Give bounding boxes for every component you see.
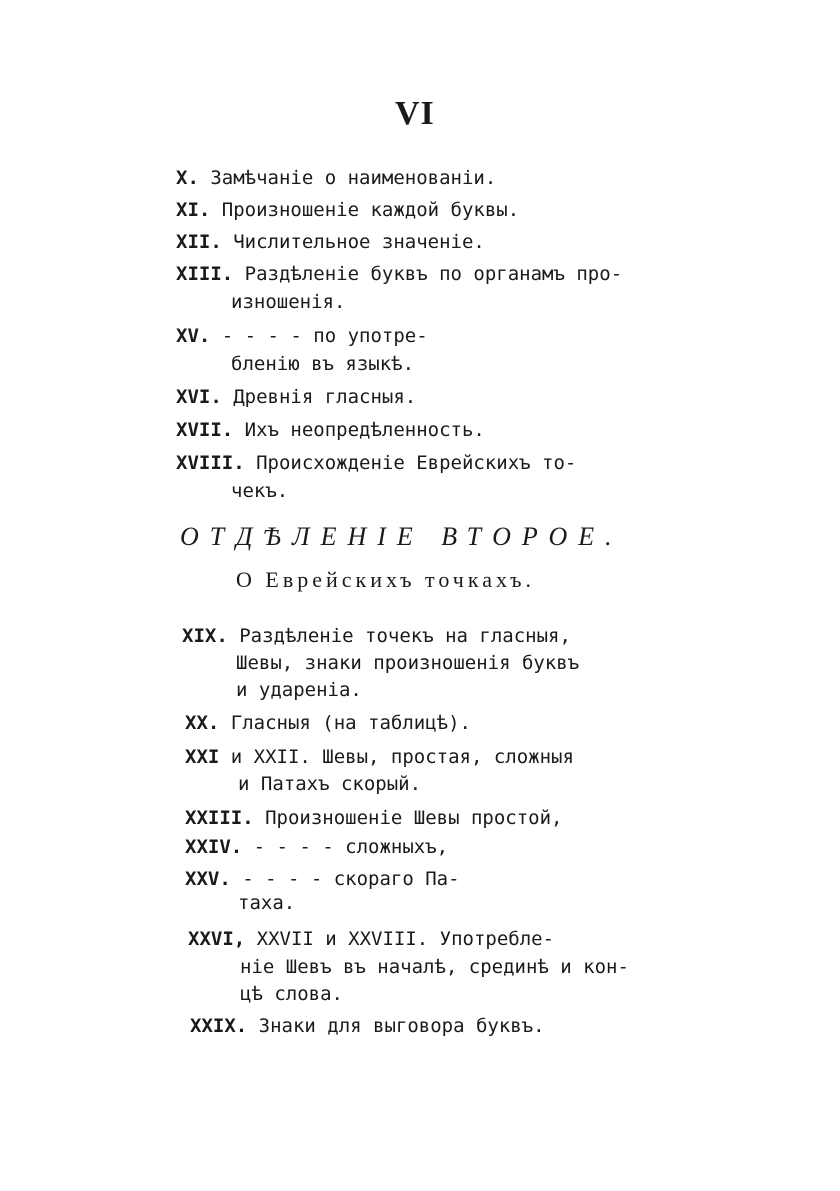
toc-entry-continuation: изношенія. [231, 291, 346, 313]
entry-text: Замѣчаніе о наименованіи. [198, 167, 497, 189]
entry-text: - - - - сложныхъ, [242, 836, 449, 858]
entry-number: XXIV. [185, 836, 243, 858]
entry-text: XXVII и XXVIII. Употребле- [245, 928, 555, 950]
entry-text: и XXII. Шевы, простая, сложныя [219, 746, 574, 768]
entry-number: XXIII. [185, 807, 254, 829]
toc-entry [176, 166, 496, 190]
entry-text: Произношеніе каждой буквы. [210, 199, 520, 221]
toc-entry [182, 624, 571, 648]
entry-number: XVIII. [176, 452, 245, 474]
toc-entry [190, 1014, 545, 1038]
toc-entry [185, 745, 574, 769]
entry-text: - - - - по употре- [210, 325, 428, 347]
toc-entry-continuation: бленію въ языкѣ. [231, 353, 415, 375]
toc-entry [176, 198, 519, 222]
toc-entry [188, 927, 554, 951]
toc-entry [185, 806, 563, 830]
toc-entry-continuation: и Патахъ скорый. [238, 773, 422, 795]
section-subheading: О Еврейскихъ точкахъ. [236, 567, 535, 592]
entry-text: Раздѣленіе точекъ на гласныя, [227, 625, 571, 647]
entry-text: Произношеніе Шевы простой, [253, 807, 563, 829]
toc-entry-continuation: ніе Шевъ въ началѣ, срединѣ и кон- [240, 956, 629, 978]
entry-number: XXIX. [190, 1015, 248, 1037]
page-number: VI [395, 95, 435, 132]
toc-entry [185, 867, 460, 891]
entry-text: Раздѣленіе буквъ по органамъ про- [233, 263, 623, 285]
entry-text: - - - - скораго Па- [230, 868, 460, 890]
entry-text: Ихъ неопредѣленность. [233, 419, 485, 441]
toc-entry-continuation: чекъ. [231, 480, 289, 502]
toc-entry-continuation: цѣ слова. [240, 983, 343, 1005]
entry-number: XV. [176, 325, 211, 347]
toc-entry-continuation: таха. [238, 892, 296, 914]
toc-entry [176, 418, 485, 442]
toc-entry-continuation: Шевы, знаки произношенія буквъ [236, 652, 580, 674]
entry-number: XI. [176, 199, 211, 221]
toc-entry [176, 262, 622, 286]
toc-entry-continuation: и удареніа. [236, 679, 362, 701]
entry-text: Древнія гласныя. [221, 386, 417, 408]
entry-number: XIX. [182, 625, 228, 647]
entry-text: Гласныя (на таблицѣ). [219, 712, 471, 734]
entry-number: XXI [185, 746, 220, 768]
entry-text: Знаки для выговора буквъ. [247, 1015, 545, 1037]
entry-number: XX. [185, 712, 220, 734]
toc-entry [176, 230, 485, 254]
toc-entry [185, 711, 471, 735]
toc-entry [176, 451, 576, 475]
entry-number: XVII. [176, 419, 234, 441]
toc-entry [185, 835, 448, 859]
entry-number: XII. [176, 231, 222, 253]
entry-number: XVI. [176, 386, 222, 408]
entry-number: X. [176, 167, 199, 189]
entry-text: Происхожденіе Еврейскихъ то- [244, 452, 577, 474]
entry-number: XXVI, [188, 928, 246, 950]
entry-number: XIII. [176, 263, 234, 285]
toc-entry [176, 385, 416, 409]
entry-text: Числительное значеніе. [221, 231, 485, 253]
section-heading: ОТДѢЛЕНІЕ ВТОРОЕ. [180, 522, 623, 551]
toc-entry [176, 324, 428, 348]
entry-number: XXV. [185, 868, 231, 890]
